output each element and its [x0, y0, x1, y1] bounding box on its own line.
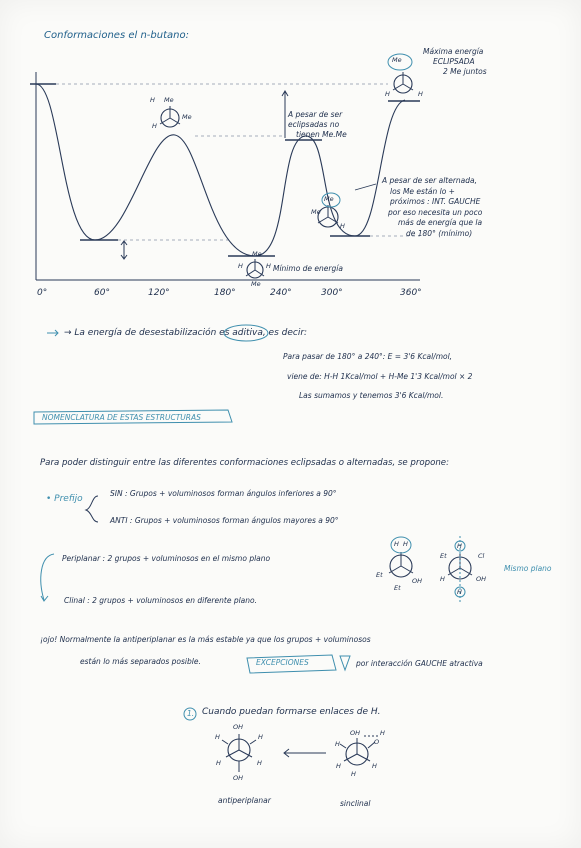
h-label: H: [215, 733, 220, 741]
page-title: Conformaciones el n-butano:: [44, 30, 189, 41]
x-tick-360: 360°: [400, 288, 422, 298]
et-label: Et: [376, 571, 383, 579]
newman-icon-180: [246, 259, 264, 278]
gauche-attr-note: por interacción GAUCHE atractiva: [356, 659, 483, 668]
sin-definition: SIN : Grupos + voluminosos forman ángulos inferiores a 90°: [110, 489, 337, 498]
newman-icon-antiperiplanar: [222, 734, 256, 772]
calc-line-3: Las sumamos y tenemos 3'6 Kcal/mol.: [299, 391, 444, 400]
h-label: H: [336, 762, 341, 770]
x-tick-300: 300°: [321, 288, 343, 298]
o-label: O: [374, 738, 380, 746]
me-label: Me: [251, 280, 261, 288]
energy-curve: [36, 84, 405, 256]
calc-line-2: viene de: H-H 1Kcal/mol + H-Me 1'3 Kcal/mol × 2: [287, 372, 473, 381]
prefix-label: • Prefijo: [46, 494, 83, 504]
calc-line-1: Para pasar de 180° a 240°: E = 3'6 Kcal/mol,: [283, 352, 453, 361]
h-label: H: [380, 729, 385, 737]
h-label: H: [457, 542, 462, 550]
me-label: Me: [164, 96, 174, 104]
h-label: H: [394, 540, 399, 548]
mismo-plano-label: Mismo plano: [504, 564, 552, 573]
x-tick-240: 240°: [270, 288, 292, 298]
h-label: H: [440, 575, 445, 583]
me-label: Me: [311, 208, 321, 216]
me-label: Me: [392, 56, 402, 64]
h-label: H: [335, 740, 340, 748]
me-label: Me: [182, 113, 192, 121]
h-label: H: [351, 770, 356, 778]
h-label: H: [238, 262, 243, 270]
anti-definition: ANTI : Grupos + voluminosos forman ángulos mayores a 90°: [110, 516, 339, 525]
section-title: NOMENCLATURA DE ESTAS ESTRUCTURAS: [42, 413, 201, 422]
newman-icon-periplanar: [389, 537, 413, 577]
newman-icon-sinclinal: [340, 736, 378, 765]
oh-label: OH: [233, 723, 244, 731]
peak-note: A pesar de ser eclipsadas no tienen Me.Me: [288, 110, 347, 140]
h-label: H: [152, 122, 157, 130]
h-label: H: [257, 759, 262, 767]
gauche-note: A pesar de ser alternada, los Me están lo + próximos : INT. GAUCHE por eso necesita un poco más de energía que la de 180° (mínimo): [382, 176, 483, 238]
h-label: H: [418, 90, 423, 98]
h-label: H: [457, 588, 462, 596]
periplanar-definition: Periplanar : 2 grupos + voluminosos en el mismo plano: [62, 554, 271, 563]
h-label: H: [340, 222, 345, 230]
x-tick-180: 180°: [214, 288, 236, 298]
h-label: H: [150, 96, 155, 104]
excepciones-label: EXCEPCIONES: [256, 658, 309, 667]
antiperiplanar-label: antiperiplanar: [218, 796, 271, 805]
oh-label: OH: [350, 729, 361, 737]
me-label: Me: [324, 195, 334, 203]
et-label: Et: [440, 552, 447, 560]
ojo-note-2: están lo más separados posible.: [80, 657, 201, 666]
max-energy-note: Máxima energía ECLIPSADA 2 Me juntos: [423, 47, 487, 77]
sinclinal-label: sinclinal: [340, 799, 371, 808]
case-number: 1.: [187, 709, 195, 718]
min-energy-label: Mínimo de energía: [273, 264, 343, 273]
cl-label: Cl: [478, 552, 485, 560]
h-label: H: [372, 762, 377, 770]
h-label: H: [385, 90, 390, 98]
h-label: H: [403, 540, 408, 548]
h-label: H: [216, 759, 221, 767]
oh-label: OH: [476, 575, 487, 583]
h-label: H: [258, 733, 263, 741]
intro-text: Para poder distinguir entre las diferentes conformaciones eclipsadas o alternadas, se propone:: [40, 458, 449, 468]
x-tick-0: 0°: [37, 288, 48, 298]
x-tick-60: 60°: [94, 288, 110, 298]
x-tick-120: 120°: [148, 288, 170, 298]
clinal-definition: Clinal : 2 grupos + voluminosos en diferente plano.: [64, 596, 257, 605]
case-1-text: Cuando puedan formarse enlaces de H.: [202, 707, 381, 717]
oh-label: OH: [233, 774, 244, 782]
et-label: Et: [394, 584, 401, 592]
newman-icon-120: [160, 106, 180, 127]
h-label: H: [266, 262, 271, 270]
energy-note: → La energía de desestabilización es aditiva, es decir:: [64, 328, 308, 338]
ojo-note: ¡ojo! Normalmente la antiperiplanar es la más estable ya que los grupos + voluminosos: [40, 635, 371, 644]
oh-label: OH: [412, 577, 423, 585]
me-label: Me: [252, 250, 262, 258]
